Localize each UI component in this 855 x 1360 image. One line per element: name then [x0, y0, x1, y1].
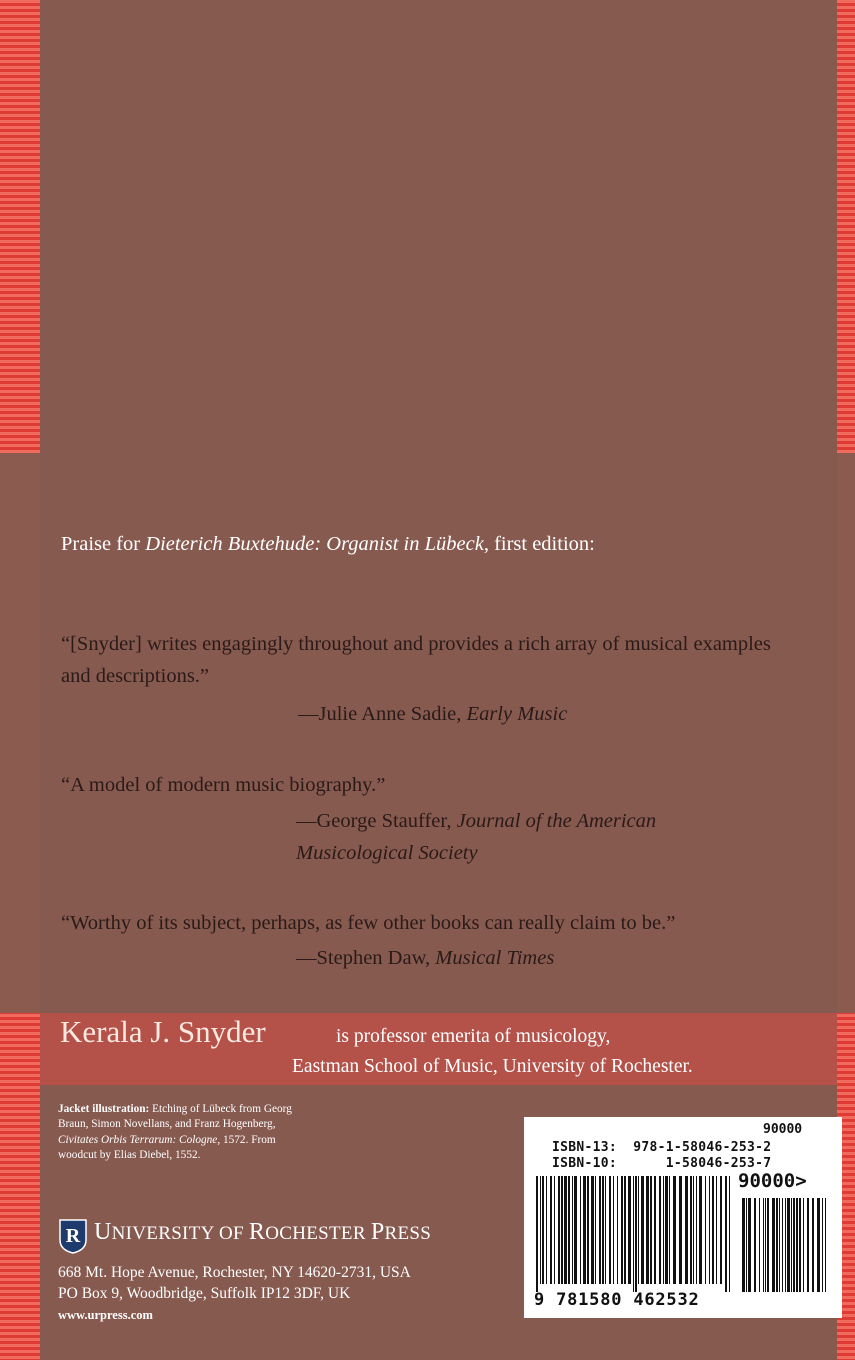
barcode-addon-bar	[746, 1198, 747, 1292]
barcode-bar	[550, 1176, 552, 1284]
barcode-bar	[669, 1176, 670, 1284]
barcode-bar	[679, 1176, 682, 1284]
barcode-bars	[534, 1176, 834, 1292]
barcode-addon-bar	[812, 1198, 814, 1292]
isbn-13: ISBN-13: 978-1-58046-253-2	[552, 1140, 772, 1155]
barcode-bar	[561, 1176, 563, 1284]
author-bio: is professor emerita of musicology, Eastman School of Music, University of Rochester.	[292, 1026, 693, 1077]
barcode-digits: 9 781580 462532	[534, 1290, 700, 1310]
barcode-price-addon: 90000>	[738, 1170, 807, 1192]
barcode-bar	[709, 1176, 710, 1284]
barcode-bar	[659, 1176, 661, 1284]
barcode-bar	[564, 1176, 567, 1284]
barcode-bar	[599, 1176, 601, 1284]
barcode-bar	[665, 1176, 668, 1284]
barcode-bar	[646, 1176, 649, 1284]
barcode-bar	[602, 1176, 604, 1284]
barcode-addon-bar	[754, 1198, 756, 1292]
barcode-bar	[558, 1176, 560, 1284]
author-name: Kerala J. Snyder	[60, 1014, 266, 1049]
praise-quote-1: “[Snyder] writes engagingly throughout and provides a rich array of musical examples and descriptions.”	[61, 633, 771, 687]
barcode-addon-bar	[796, 1198, 798, 1292]
barcode-bar	[729, 1176, 730, 1292]
barcode-bar	[633, 1176, 634, 1292]
barcode-addon-bar	[785, 1198, 786, 1292]
barcode-addon-bar	[793, 1198, 795, 1292]
praise-attribution-3: —Stephen Daw, Musical Times	[296, 947, 555, 969]
barcode-bar	[574, 1176, 577, 1284]
barcode-addon-bar	[776, 1198, 778, 1292]
barcode-bar	[617, 1176, 618, 1284]
barcode-bar	[725, 1176, 727, 1292]
barcode-bar	[654, 1176, 656, 1284]
barcode-bar	[568, 1176, 570, 1284]
barcode-bar	[613, 1176, 614, 1284]
barcode-addon-bar	[742, 1198, 745, 1292]
publisher-website: www.urpress.com	[58, 1308, 153, 1322]
barcode-bar	[542, 1176, 544, 1284]
barcode-addon-bar	[791, 1198, 792, 1292]
barcode-bar	[693, 1176, 694, 1284]
barcode-bar	[650, 1176, 652, 1284]
barcode-bar	[580, 1176, 581, 1284]
barcode-bar	[705, 1176, 706, 1284]
barcode-bar	[609, 1176, 611, 1284]
praise-attribution-1: —Julie Anne Sadie, Early Music	[298, 703, 568, 725]
barcode-bar	[638, 1176, 639, 1284]
publisher-name: UNIVERSITY OF ROCHESTER PRESS	[94, 1219, 432, 1245]
praise-quote-3: “Worthy of its subject, perhaps, as few other books can really claim to be.”	[61, 912, 676, 934]
barcode-bar	[690, 1176, 692, 1284]
publisher-address: 668 Mt. Hope Avenue, Rochester, NY 14620-2731, USA PO Box 9, Woodbridge, Suffolk IP12 3DF, UK www.urpress.com	[58, 1264, 411, 1322]
barcode-bar	[696, 1176, 697, 1284]
barcode-bar	[536, 1176, 538, 1292]
praise-attribution-2: —George Stauffer, Journal of the American Musicological Society	[296, 810, 657, 864]
barcode-price-code: 90000	[763, 1122, 803, 1137]
svg-text:R: R	[65, 1225, 81, 1247]
barcode-addon-bar	[817, 1198, 820, 1292]
barcode-addon-bar	[767, 1198, 769, 1292]
barcode-bar	[628, 1176, 631, 1284]
barcode-bar	[712, 1176, 714, 1284]
barcode-addon-bar	[822, 1198, 823, 1292]
barcode-bar	[587, 1176, 589, 1284]
barcode-bar	[595, 1176, 596, 1284]
barcode-addon-bar	[748, 1198, 751, 1292]
barcode-addon-bar	[763, 1198, 764, 1292]
barcode-bar	[635, 1176, 637, 1292]
barcode-bar	[663, 1176, 664, 1284]
barcode-addon-bar	[782, 1198, 783, 1292]
praise-heading: Praise for Dieterich Buxtehude: Organist in Lübeck, first edition:	[61, 533, 595, 555]
barcode-bar	[716, 1176, 717, 1284]
barcode-bar	[720, 1176, 722, 1284]
jacket-illustration-credit: Jacket illustration: Etching of Lübeck from Georg Braun, Simon Novellans, and Franz Hogenberg, Civitates Orbis Terrarum: Cologne, 1572. From woodcut by Elias Diebel, 1552.	[58, 1103, 292, 1162]
barcode-bar	[699, 1176, 702, 1284]
barcode-bar	[685, 1176, 688, 1284]
barcode-bar	[621, 1176, 623, 1284]
barcode-addon-bar	[799, 1198, 801, 1292]
barcode-bar	[591, 1176, 594, 1284]
barcode-bar	[583, 1176, 586, 1284]
barcode-bar	[554, 1176, 555, 1284]
barcode-addon-bar	[765, 1198, 766, 1292]
barcode-addon-bar	[779, 1198, 780, 1292]
isbn-10: ISBN-10: 1-58046-253-7	[552, 1156, 772, 1171]
praise-quote-2: “A model of modern music biography.”	[61, 774, 386, 796]
barcode-addon-bar	[825, 1198, 826, 1292]
barcode-bar	[605, 1176, 606, 1284]
barcode-bar	[546, 1176, 547, 1284]
barcode-addon-bar	[787, 1198, 790, 1292]
barcode-addon-bar	[772, 1198, 775, 1292]
barcode-addon-bar	[759, 1198, 760, 1292]
publisher-logo-icon	[58, 1218, 88, 1254]
barcode-bar	[673, 1176, 676, 1284]
barcode-bar	[641, 1176, 644, 1284]
barcode-bar	[540, 1176, 541, 1284]
barcode-addon-bar	[803, 1198, 804, 1292]
barcode-bar	[572, 1176, 573, 1284]
barcode-addon-bar	[807, 1198, 809, 1292]
barcode-bar	[624, 1176, 626, 1284]
